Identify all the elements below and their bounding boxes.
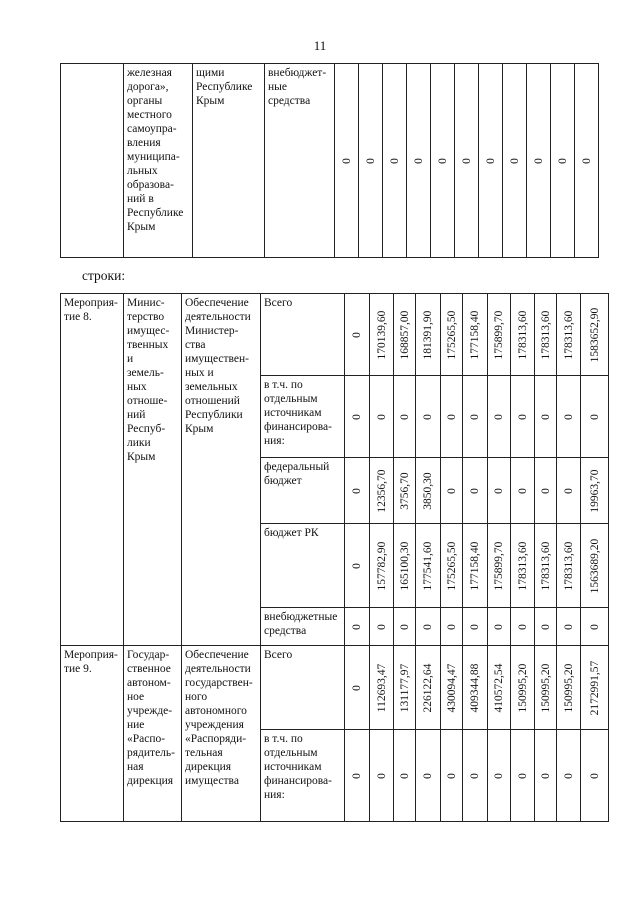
value-cell bbox=[370, 376, 394, 458]
source-cell bbox=[261, 524, 345, 608]
value-cell bbox=[535, 608, 557, 646]
value-cell bbox=[345, 458, 370, 524]
value-cell bbox=[416, 646, 441, 730]
measure-cell bbox=[61, 64, 124, 258]
cell-text: Мероприя- тие 9. bbox=[64, 649, 118, 675]
value-cell bbox=[581, 730, 609, 822]
value-text: 0 bbox=[493, 413, 505, 420]
value-text: 175265,50 bbox=[445, 310, 458, 359]
source-cell bbox=[261, 376, 345, 458]
value-cell bbox=[463, 646, 488, 730]
table-row bbox=[61, 294, 609, 376]
source-label: в т.ч. по отдельным источникам финансирова- ния: bbox=[264, 733, 332, 801]
value-text: 0 bbox=[351, 331, 363, 338]
value-text: 0 bbox=[351, 623, 363, 630]
value-text: 0 bbox=[412, 157, 425, 164]
value-cell bbox=[511, 646, 535, 730]
value-cell bbox=[557, 730, 581, 822]
value-cell bbox=[488, 376, 511, 458]
source-label: федеральный бюджет bbox=[264, 461, 330, 487]
cell-text: Мероприя- тие 8. bbox=[64, 297, 118, 323]
value-text: 0 bbox=[422, 413, 434, 420]
value-text: 0 bbox=[532, 157, 545, 164]
value-text: 178313,60 bbox=[516, 541, 529, 590]
value-cell bbox=[441, 376, 463, 458]
source-cell bbox=[261, 458, 345, 524]
value-text: 157782,90 bbox=[375, 541, 388, 590]
value-cell bbox=[394, 294, 416, 376]
value-text: 0 bbox=[556, 157, 569, 164]
value-cell bbox=[416, 376, 441, 458]
value-cell bbox=[463, 608, 488, 646]
value-cell bbox=[416, 608, 441, 646]
value-text: 0 bbox=[398, 623, 411, 630]
value-text: 0 bbox=[539, 623, 552, 630]
source-label: внебюджетные средства bbox=[264, 611, 338, 637]
value-text: 0 bbox=[469, 487, 481, 494]
table-row bbox=[61, 64, 599, 258]
value-cell bbox=[345, 646, 370, 730]
value-cell bbox=[535, 646, 557, 730]
value-cell bbox=[370, 294, 394, 376]
value-cell bbox=[441, 294, 463, 376]
value-cell bbox=[441, 646, 463, 730]
value-text: 12356,70 bbox=[375, 468, 388, 513]
value-text: 410572,54 bbox=[493, 663, 505, 712]
cell-text: Обеспечение деятельности государствен- ного автономного учреждения «Распоряди- тельная дирекция имущества bbox=[185, 649, 253, 787]
value-cell bbox=[407, 64, 431, 258]
value-text: 409344,88 bbox=[469, 663, 481, 712]
value-text: 0 bbox=[484, 157, 497, 164]
value-cell bbox=[463, 294, 488, 376]
value-cell bbox=[359, 64, 383, 258]
value-text: 0 bbox=[398, 772, 411, 779]
value-text: 0 bbox=[588, 623, 601, 630]
value-text: 0 bbox=[562, 772, 575, 779]
value-text: 0 bbox=[508, 157, 521, 164]
value-text: 0 bbox=[516, 487, 529, 494]
value-text: 175899,70 bbox=[493, 541, 505, 590]
source-cell bbox=[265, 64, 335, 258]
executor-cell bbox=[124, 294, 182, 646]
value-cell bbox=[527, 64, 551, 258]
value-cell bbox=[488, 608, 511, 646]
value-cell bbox=[535, 730, 557, 822]
value-text: 0 bbox=[469, 413, 481, 420]
value-cell bbox=[441, 608, 463, 646]
cell-text: Государ- ственное автоном- ное учрежде- ние «Распо- рядитель- ная дирекция bbox=[127, 649, 175, 787]
value-cell bbox=[370, 524, 394, 608]
measures-table bbox=[60, 293, 609, 822]
value-text: 0 bbox=[351, 772, 363, 779]
value-text: 3850,30 bbox=[422, 471, 434, 510]
value-cell bbox=[370, 608, 394, 646]
value-cell bbox=[383, 64, 407, 258]
source-cell bbox=[261, 646, 345, 730]
source-label: Всего bbox=[264, 649, 293, 661]
value-cell bbox=[394, 608, 416, 646]
value-text: 178313,60 bbox=[539, 541, 552, 590]
value-cell bbox=[581, 294, 609, 376]
value-cell bbox=[370, 646, 394, 730]
value-cell bbox=[431, 64, 455, 258]
value-text: 0 bbox=[516, 623, 529, 630]
value-cell bbox=[455, 64, 479, 258]
value-cell bbox=[394, 524, 416, 608]
executor-cell bbox=[124, 646, 182, 822]
value-cell bbox=[551, 64, 575, 258]
value-cell bbox=[557, 294, 581, 376]
table-row bbox=[61, 646, 609, 730]
value-cell bbox=[511, 376, 535, 458]
value-cell bbox=[511, 608, 535, 646]
value-text: 175265,50 bbox=[445, 541, 458, 590]
value-text: 0 bbox=[580, 157, 593, 164]
value-cell bbox=[441, 524, 463, 608]
value-text: 178313,60 bbox=[516, 310, 529, 359]
value-cell bbox=[557, 524, 581, 608]
value-text: 0 bbox=[375, 623, 388, 630]
value-text: 0 bbox=[539, 772, 552, 779]
value-cell bbox=[581, 608, 609, 646]
value-cell bbox=[345, 294, 370, 376]
value-cell bbox=[535, 376, 557, 458]
cell-text: Минис- терство имущес- твенных и земель- ных отноше- ний Респуб- лики Крым bbox=[127, 297, 170, 463]
value-cell bbox=[581, 376, 609, 458]
value-cell bbox=[394, 458, 416, 524]
value-text: 177158,40 bbox=[469, 310, 481, 359]
value-text: 0 bbox=[493, 772, 505, 779]
value-text: 0 bbox=[351, 487, 363, 494]
value-text: 150995,20 bbox=[516, 663, 529, 712]
value-text: 0 bbox=[516, 772, 529, 779]
executor-cell bbox=[124, 64, 193, 258]
value-cell bbox=[463, 376, 488, 458]
value-text: 0 bbox=[375, 772, 388, 779]
value-cell bbox=[511, 458, 535, 524]
value-cell bbox=[557, 376, 581, 458]
value-cell bbox=[535, 524, 557, 608]
value-cell bbox=[335, 64, 359, 258]
value-text: 0 bbox=[493, 623, 505, 630]
value-cell bbox=[488, 294, 511, 376]
value-text: 178313,60 bbox=[539, 310, 552, 359]
value-text: 0 bbox=[562, 413, 575, 420]
value-cell bbox=[370, 458, 394, 524]
value-text: 178313,60 bbox=[562, 541, 575, 590]
measure-cell bbox=[61, 646, 124, 822]
value-text: 0 bbox=[539, 487, 552, 494]
value-cell bbox=[581, 458, 609, 524]
continuation-table bbox=[60, 63, 599, 258]
value-cell bbox=[463, 730, 488, 822]
value-text: 175899,70 bbox=[493, 310, 505, 359]
cell-text: внебюджет- ные средства bbox=[268, 67, 327, 107]
value-text: 0 bbox=[422, 623, 434, 630]
value-text: 0 bbox=[445, 413, 458, 420]
value-cell bbox=[557, 458, 581, 524]
value-text: 131177,97 bbox=[398, 663, 411, 712]
value-cell bbox=[575, 64, 599, 258]
value-cell bbox=[488, 524, 511, 608]
value-text: 112693,47 bbox=[375, 663, 388, 712]
value-text: 181391,90 bbox=[422, 310, 434, 359]
value-text: 0 bbox=[469, 623, 481, 630]
value-text: 0 bbox=[588, 772, 601, 779]
value-cell bbox=[394, 646, 416, 730]
value-cell bbox=[488, 730, 511, 822]
value-cell bbox=[511, 730, 535, 822]
value-cell bbox=[345, 730, 370, 822]
value-text: 0 bbox=[398, 413, 411, 420]
value-text: 0 bbox=[445, 772, 458, 779]
value-cell bbox=[416, 730, 441, 822]
value-text: 178313,60 bbox=[562, 310, 575, 359]
value-text: 0 bbox=[460, 157, 473, 164]
value-cell bbox=[535, 458, 557, 524]
value-text: 150995,20 bbox=[562, 663, 575, 712]
value-text: 0 bbox=[351, 684, 363, 691]
value-cell bbox=[503, 64, 527, 258]
value-cell bbox=[557, 646, 581, 730]
value-text: 0 bbox=[516, 413, 529, 420]
source-label: Всего bbox=[264, 297, 293, 309]
value-text: 0 bbox=[364, 157, 377, 164]
value-text: 0 bbox=[469, 772, 481, 779]
value-text: 0 bbox=[493, 487, 505, 494]
value-text: 0 bbox=[445, 623, 458, 630]
value-cell bbox=[394, 730, 416, 822]
value-cell bbox=[511, 524, 535, 608]
description-cell bbox=[182, 294, 261, 646]
value-cell bbox=[345, 524, 370, 608]
value-text: 0 bbox=[588, 413, 601, 420]
value-text: 150995,20 bbox=[539, 663, 552, 712]
value-text: 0 bbox=[375, 413, 388, 420]
value-text: 0 bbox=[562, 487, 575, 494]
source-label: в т.ч. по отдельным источникам финансирова- ния: bbox=[264, 379, 332, 447]
value-text: 0 bbox=[388, 157, 401, 164]
cell-text: щими Республике Крым bbox=[196, 67, 253, 107]
description-cell bbox=[193, 64, 265, 258]
value-cell bbox=[416, 294, 441, 376]
value-cell bbox=[345, 608, 370, 646]
source-cell bbox=[261, 730, 345, 822]
value-cell bbox=[394, 376, 416, 458]
value-text: 19963,70 bbox=[588, 468, 601, 513]
value-cell bbox=[416, 524, 441, 608]
value-text: 0 bbox=[445, 487, 458, 494]
value-text: 170139,60 bbox=[375, 310, 388, 359]
value-cell bbox=[511, 294, 535, 376]
value-cell bbox=[581, 524, 609, 608]
value-text: 0 bbox=[539, 413, 552, 420]
value-text: 165100,30 bbox=[398, 541, 411, 590]
value-text: 1583652,90 bbox=[588, 307, 601, 362]
value-cell bbox=[441, 458, 463, 524]
value-text: 177541,60 bbox=[422, 541, 434, 590]
value-text: 0 bbox=[351, 413, 363, 420]
value-cell bbox=[463, 458, 488, 524]
value-text: 168857,00 bbox=[398, 310, 411, 359]
value-cell bbox=[581, 646, 609, 730]
measure-cell bbox=[61, 294, 124, 646]
value-cell bbox=[488, 646, 511, 730]
value-text: 226122,64 bbox=[422, 663, 434, 712]
value-text: 1563689,20 bbox=[588, 538, 601, 593]
value-text: 2172991,57 bbox=[588, 660, 601, 715]
value-text: 3756,70 bbox=[398, 471, 411, 510]
value-cell bbox=[488, 458, 511, 524]
value-cell bbox=[479, 64, 503, 258]
value-text: 0 bbox=[351, 562, 363, 569]
source-cell bbox=[261, 294, 345, 376]
source-label: бюджет РК bbox=[264, 527, 319, 539]
page-number: 11 bbox=[313, 38, 327, 53]
value-text: 430094,47 bbox=[445, 663, 458, 712]
value-text: 0 bbox=[562, 623, 575, 630]
description-cell bbox=[182, 646, 261, 822]
value-cell bbox=[535, 294, 557, 376]
value-text: 177158,40 bbox=[469, 541, 481, 590]
value-text: 0 bbox=[436, 157, 449, 164]
value-cell bbox=[463, 524, 488, 608]
value-cell bbox=[416, 458, 441, 524]
cell-text: Обеспечение деятельности Министер- ства имуществен- ных и земельных отношений Республики Крым bbox=[185, 297, 251, 435]
value-cell bbox=[370, 730, 394, 822]
value-cell bbox=[441, 730, 463, 822]
value-text: 0 bbox=[422, 772, 434, 779]
cell-text: железная дорога», органы местного самоупра- вления муниципа- льных образова- ний в Республике Крым bbox=[127, 67, 184, 233]
source-cell bbox=[261, 608, 345, 646]
value-cell bbox=[345, 376, 370, 458]
section-label: строки: bbox=[82, 268, 126, 283]
value-cell bbox=[557, 608, 581, 646]
value-text: 0 bbox=[340, 157, 353, 164]
